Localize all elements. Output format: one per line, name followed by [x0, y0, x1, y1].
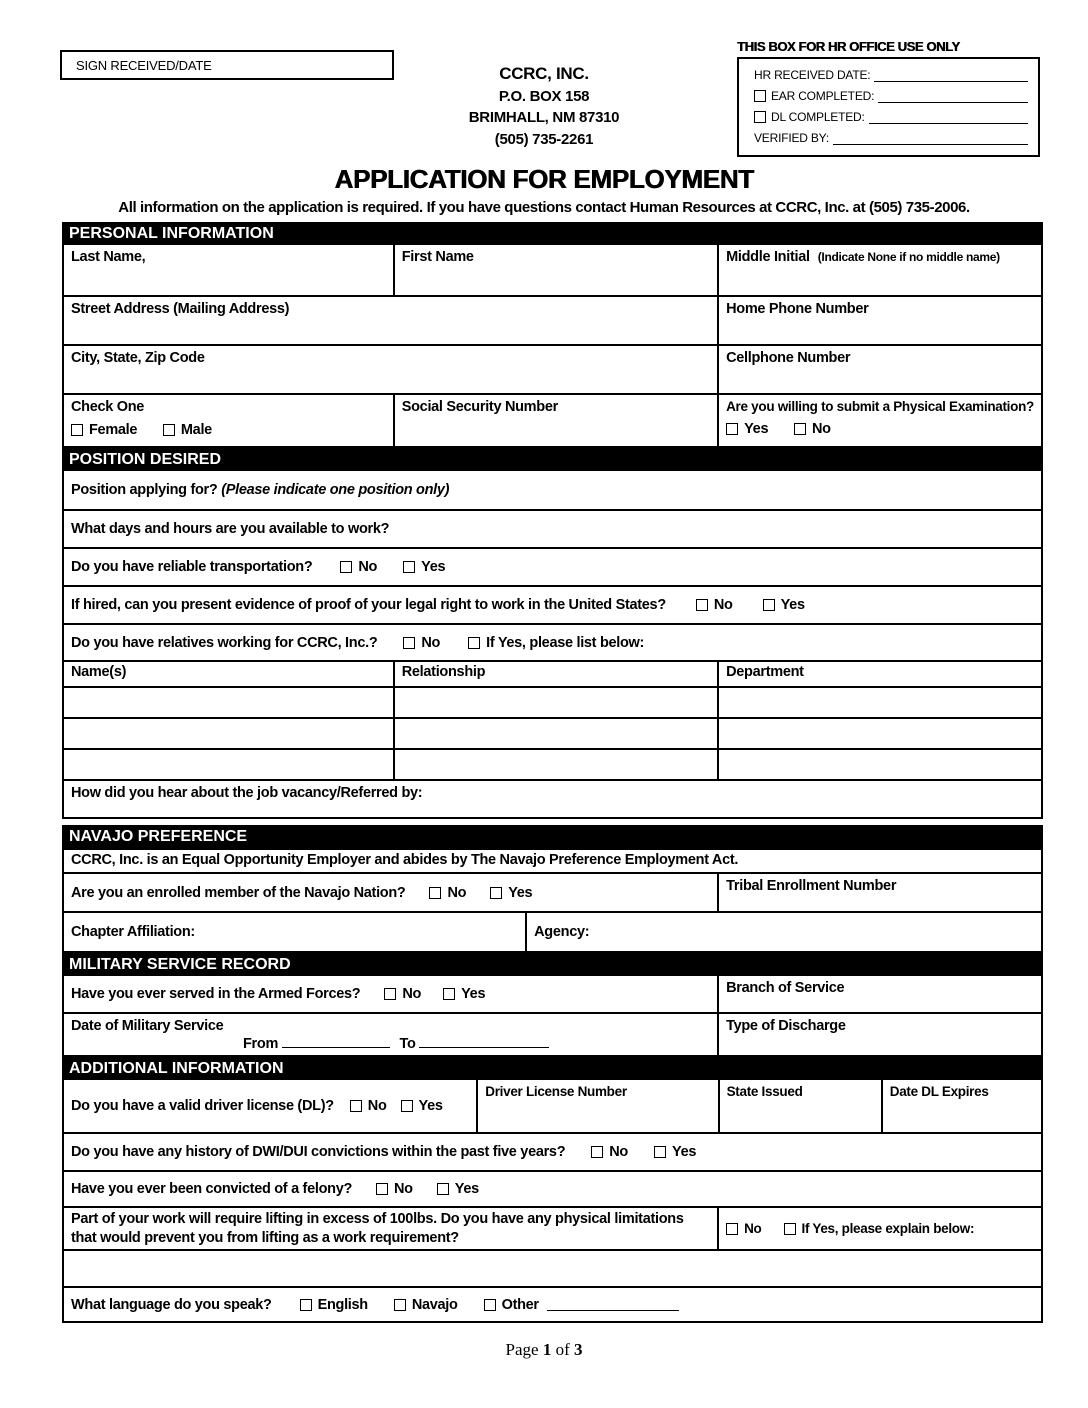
lifting-no-option[interactable]: No	[726, 1221, 761, 1236]
dl-yes-checkbox[interactable]	[401, 1100, 413, 1112]
felony-row	[62, 1172, 1043, 1208]
enrolled-no-checkbox[interactable]	[429, 887, 441, 899]
middle-initial-field[interactable]	[717, 245, 1041, 295]
section-bar-personal-information: PERSONAL INFORMATION	[62, 222, 1043, 245]
enrolled-yes-checkbox[interactable]	[490, 887, 502, 899]
agency-label: Agency:	[534, 924, 590, 940]
street-row	[62, 297, 1043, 346]
relatives-if-yes-option[interactable]	[468, 635, 644, 651]
other-label: Other	[501, 1296, 539, 1313]
gender-field	[64, 395, 393, 446]
lifting-explanation-row	[62, 1251, 1043, 1288]
english-label: English	[317, 1296, 368, 1313]
navajo-checkbox[interactable]	[394, 1299, 406, 1311]
from-fill-line[interactable]	[282, 1035, 390, 1048]
dl-completed-fill-line[interactable]	[869, 112, 1028, 124]
verified-by-fill-line[interactable]	[833, 133, 1028, 145]
company-city: BRIMHALL, NM 87310	[468, 109, 620, 127]
city-state-zip-label: City, State, Zip Code	[71, 350, 205, 366]
lifting-label: Part of your work will require lifting in excess of 100lbs. Do you have any physical limitations that would prevent you from lifting as a work requirement?	[71, 1211, 684, 1246]
male-label: Male	[180, 422, 212, 438]
military-dates-field	[64, 1014, 717, 1055]
gender-ssn-physical-row	[62, 395, 1043, 448]
hr-received-date-line	[754, 68, 1028, 82]
first-name-field[interactable]	[393, 245, 717, 295]
dl-number-field[interactable]	[476, 1080, 717, 1132]
chapter-agency-row	[62, 913, 1043, 953]
relatives-no-checkbox[interactable]	[403, 637, 415, 649]
physical-yes-checkbox[interactable]	[726, 423, 738, 435]
felony-no-option[interactable]: No	[376, 1181, 413, 1197]
physical-exam-field	[717, 395, 1041, 446]
felony-yes-option[interactable]: Yes	[437, 1181, 479, 1197]
name-row	[62, 245, 1043, 297]
relative-name-cell[interactable]	[64, 719, 393, 748]
relative-name-cell[interactable]	[64, 750, 393, 779]
other-language-fill-line[interactable]	[547, 1298, 679, 1311]
ear-completed-fill-line[interactable]	[878, 91, 1028, 103]
ssn-label: Social Security Number	[401, 399, 558, 415]
served-no-checkbox[interactable]	[384, 988, 396, 1000]
language-row	[62, 1288, 1043, 1323]
state-issued-field[interactable]	[718, 1080, 881, 1132]
cellphone-label: Cellphone Number	[726, 350, 851, 366]
relatives-department-header: Department	[717, 662, 1041, 686]
position-applying-note: (Please indicate one position only)	[221, 482, 450, 498]
transportation-row	[62, 549, 1043, 587]
relatives-no-option[interactable]: No	[403, 635, 440, 651]
page-footer	[0, 1340, 1088, 1360]
english-checkbox[interactable]	[300, 1299, 312, 1311]
relative-department-cell[interactable]	[717, 688, 1041, 717]
tribal-enrollment-label: Tribal Enrollment Number	[726, 878, 897, 894]
dwi-yes-option[interactable]: Yes	[654, 1144, 696, 1160]
footer-page-total: 3	[573, 1340, 583, 1359]
city-state-zip-field[interactable]	[64, 346, 717, 393]
position-applying-label: Position applying for? (Please indicate one position only)	[71, 482, 450, 498]
enrolled-member-field	[64, 874, 717, 911]
transportation-yes-option[interactable]: Yes	[403, 559, 445, 575]
middle-initial-note: (Indicate None if no middle name)	[817, 250, 1000, 264]
physical-no-option[interactable]	[794, 421, 831, 437]
served-no-option[interactable]: No	[384, 986, 421, 1002]
language-label: What language do you speak?	[71, 1296, 272, 1313]
section-bar-navajo-preference: NAVAJO PREFERENCE	[62, 825, 1043, 848]
discharge-label: Type of Discharge	[726, 1018, 846, 1034]
physical-yes-option[interactable]	[726, 421, 768, 437]
days-hours-row	[62, 511, 1043, 549]
city-row	[62, 346, 1043, 395]
page-title: APPLICATION FOR EMPLOYMENT	[334, 164, 754, 194]
dl-no-checkbox[interactable]	[350, 1100, 362, 1112]
home-phone-field[interactable]	[717, 297, 1041, 344]
navajo-label: Navajo	[411, 1296, 458, 1313]
application-form	[62, 222, 1043, 1323]
served-yes-checkbox[interactable]	[443, 988, 455, 1000]
dl-expires-field[interactable]	[881, 1080, 1041, 1132]
hr-received-date-label: HR RECEIVED DATE:	[754, 68, 871, 82]
legal-right-label: If hired, can you present evidence of proof of your legal right to work in the United States?	[71, 597, 666, 613]
armed-forces-row	[62, 976, 1043, 1014]
relative-relationship-cell[interactable]	[393, 719, 717, 748]
dwi-field	[64, 1134, 1041, 1170]
position-applying-row	[62, 471, 1043, 511]
dwi-no-option[interactable]: No	[591, 1144, 628, 1160]
dwi-yes-checkbox[interactable]	[654, 1146, 666, 1158]
ssn-field[interactable]	[393, 395, 717, 446]
armed-forces-label: Have you ever served in the Armed Forces?	[71, 986, 361, 1002]
discharge-field[interactable]	[717, 1014, 1041, 1055]
hr-office-use-area	[737, 39, 1040, 157]
chapter-affiliation-field[interactable]	[64, 913, 525, 951]
company-name: CCRC, INC.	[499, 64, 589, 83]
transportation-no-option[interactable]: No	[340, 559, 377, 575]
military-dates-label: Date of Military Service	[71, 1018, 224, 1034]
legal-right-no-checkbox[interactable]	[696, 599, 708, 611]
dl-no-option[interactable]: No	[350, 1098, 387, 1114]
male-checkbox[interactable]	[163, 424, 175, 436]
lifting-field	[64, 1208, 717, 1249]
footer-of-word: of	[555, 1340, 570, 1359]
lifting-answer-field	[717, 1208, 1041, 1249]
dl-completed-checkbox[interactable]	[754, 111, 766, 123]
check-one-label: Check One	[71, 399, 145, 415]
referred-field[interactable]	[64, 781, 1041, 817]
enrolled-yes-option[interactable]: Yes	[490, 885, 532, 901]
transportation-yes-checkbox[interactable]	[403, 561, 415, 573]
footer-page-word: Page	[505, 1340, 539, 1359]
relatives-relationship-header: Relationship	[393, 662, 717, 686]
transportation-no-checkbox[interactable]	[340, 561, 352, 573]
last-name-field[interactable]	[64, 245, 393, 295]
relative-relationship-cell[interactable]	[393, 688, 717, 717]
female-checkbox[interactable]	[71, 424, 83, 436]
served-yes-option[interactable]: Yes	[443, 986, 485, 1002]
male-option[interactable]	[163, 422, 212, 438]
relatives-table-row-3	[62, 750, 1043, 781]
language-other-option[interactable]	[484, 1297, 539, 1313]
relatives-if-yes-checkbox[interactable]	[468, 637, 480, 649]
legal-right-yes-checkbox[interactable]	[763, 599, 775, 611]
dl-completed-label: DL COMPLETED:	[771, 110, 865, 124]
relative-department-cell[interactable]	[717, 719, 1041, 748]
felony-no-checkbox[interactable]	[376, 1183, 388, 1195]
relatives-row	[62, 625, 1043, 662]
language-english-option[interactable]	[300, 1297, 368, 1313]
company-po-box: P.O. BOX 158	[498, 88, 590, 106]
ear-completed-label: EAR COMPLETED:	[771, 89, 875, 103]
days-hours-label: What days and hours are you available to work?	[71, 521, 390, 537]
tribal-enrollment-field[interactable]	[717, 874, 1041, 911]
chapter-affiliation-label: Chapter Affiliation:	[71, 924, 195, 940]
referred-label: How did you hear about the job vacancy/Referred by:	[71, 785, 423, 801]
branch-of-service-label: Branch of Service	[726, 980, 845, 996]
section-bar-additional-information: ADDITIONAL INFORMATION	[62, 1057, 1043, 1080]
driver-license-label: Do you have a valid driver license (DL)?	[71, 1098, 334, 1114]
lifting-row	[62, 1208, 1043, 1251]
relatives-table-row-2	[62, 719, 1043, 750]
legal-right-yes-option[interactable]: Yes	[763, 597, 805, 613]
street-address-field[interactable]	[64, 297, 717, 344]
middle-initial-label: Middle Initial	[726, 249, 810, 265]
other-checkbox[interactable]	[484, 1299, 496, 1311]
dwi-label: Do you have any history of DWI/DUI convictions within the past five years?	[71, 1144, 566, 1160]
dl-yes-option[interactable]: Yes	[401, 1098, 443, 1114]
home-phone-label: Home Phone Number	[726, 301, 869, 317]
felony-yes-checkbox[interactable]	[437, 1183, 449, 1195]
page-subtitle: All information on the application is required. If you have questions contact Human Resources at CCRC, Inc. at (505) 735-2006.	[118, 199, 970, 216]
footer-page-number: 1	[542, 1340, 552, 1359]
sign-received-date-label: SIGN RECEIVED/DATE	[76, 57, 212, 73]
hr-office-use-title: THIS BOX FOR HR OFFICE USE ONLY	[737, 39, 960, 54]
last-name-label: Last Name,	[71, 249, 146, 265]
dl-completed-line	[754, 110, 1028, 124]
legal-right-field	[64, 587, 1041, 623]
armed-forces-field	[64, 976, 717, 1012]
to-label: To	[399, 1036, 416, 1052]
relatives-table-header-row	[62, 662, 1043, 688]
hr-office-use-box	[737, 57, 1040, 157]
agency-field[interactable]	[525, 913, 1041, 951]
enrolled-member-row	[62, 874, 1043, 913]
eoe-row	[62, 848, 1043, 874]
transportation-field	[64, 549, 1041, 585]
driver-license-field	[64, 1080, 476, 1132]
section-bar-position-desired: POSITION DESIRED	[62, 448, 1043, 471]
physical-no-checkbox[interactable]	[794, 423, 806, 435]
section-bar-military-service: MILITARY SERVICE RECORD	[62, 953, 1043, 976]
relative-relationship-cell[interactable]	[393, 750, 717, 779]
hr-received-date-fill-line[interactable]	[874, 70, 1028, 82]
felony-label: Have you ever been convicted of a felony?	[71, 1181, 353, 1197]
female-label: Female	[89, 422, 138, 438]
lifting-if-yes-label: If Yes, please explain below:	[801, 1221, 975, 1236]
days-hours-field[interactable]	[64, 511, 1041, 547]
lifting-explanation-cell[interactable]	[64, 1251, 1041, 1286]
verified-by-line	[754, 131, 1028, 145]
transportation-label: Do you have reliable transportation?	[71, 559, 313, 575]
lifting-no-checkbox[interactable]	[726, 1223, 738, 1235]
ear-completed-checkbox[interactable]	[754, 90, 766, 102]
branch-of-service-field[interactable]	[717, 976, 1041, 1012]
female-option[interactable]	[71, 422, 137, 438]
language-navajo-option[interactable]	[394, 1297, 458, 1313]
cellphone-field[interactable]	[717, 346, 1041, 393]
referred-row	[62, 781, 1043, 819]
dl-number-label: Driver License Number	[485, 1084, 627, 1099]
dwi-row	[62, 1134, 1043, 1172]
relatives-label: Do you have relatives working for CCRC, Inc.?	[71, 634, 378, 651]
military-dates-row	[62, 1014, 1043, 1057]
eoe-statement: CCRC, Inc. is an Equal Opportunity Employer and abides by The Navajo Preference Employment Act.	[71, 852, 739, 868]
physical-yes-label: Yes	[744, 421, 769, 437]
driver-license-row	[62, 1080, 1043, 1134]
dl-expires-label: Date DL Expires	[889, 1084, 989, 1099]
relatives-table-row-1	[62, 688, 1043, 719]
lifting-if-yes-checkbox[interactable]	[784, 1223, 796, 1235]
physical-no-label: No	[811, 421, 831, 437]
relative-name-cell[interactable]	[64, 688, 393, 717]
to-fill-line[interactable]	[419, 1035, 549, 1048]
position-applying-field[interactable]	[64, 471, 1041, 509]
company-phone: (505) 735-2261	[494, 130, 594, 148]
first-name-label: First Name	[401, 249, 474, 265]
felony-field	[64, 1172, 1041, 1206]
enrolled-member-label: Are you an enrolled member of the Navajo Nation?	[71, 884, 406, 901]
relatives-if-yes-label: If Yes, please list below:	[486, 634, 645, 651]
legal-right-row	[62, 587, 1043, 625]
physical-exam-label: Are you willing to submit a Physical Examination?	[726, 399, 1034, 414]
lifting-if-yes-option[interactable]	[784, 1221, 975, 1236]
language-field	[64, 1288, 1041, 1321]
street-address-label: Street Address (Mailing Address)	[71, 301, 290, 317]
dwi-no-checkbox[interactable]	[591, 1146, 603, 1158]
relatives-names-header: Name(s)	[71, 664, 127, 680]
ear-completed-line	[754, 89, 1028, 103]
relatives-field	[64, 625, 1041, 660]
relative-department-cell[interactable]	[717, 750, 1041, 779]
from-label: From	[243, 1036, 279, 1052]
enrolled-no-option[interactable]: No	[429, 885, 466, 901]
legal-right-no-option[interactable]: No	[696, 597, 733, 613]
verified-by-label: VERIFIED BY:	[754, 131, 829, 145]
state-issued-label: State Issued	[726, 1084, 803, 1099]
